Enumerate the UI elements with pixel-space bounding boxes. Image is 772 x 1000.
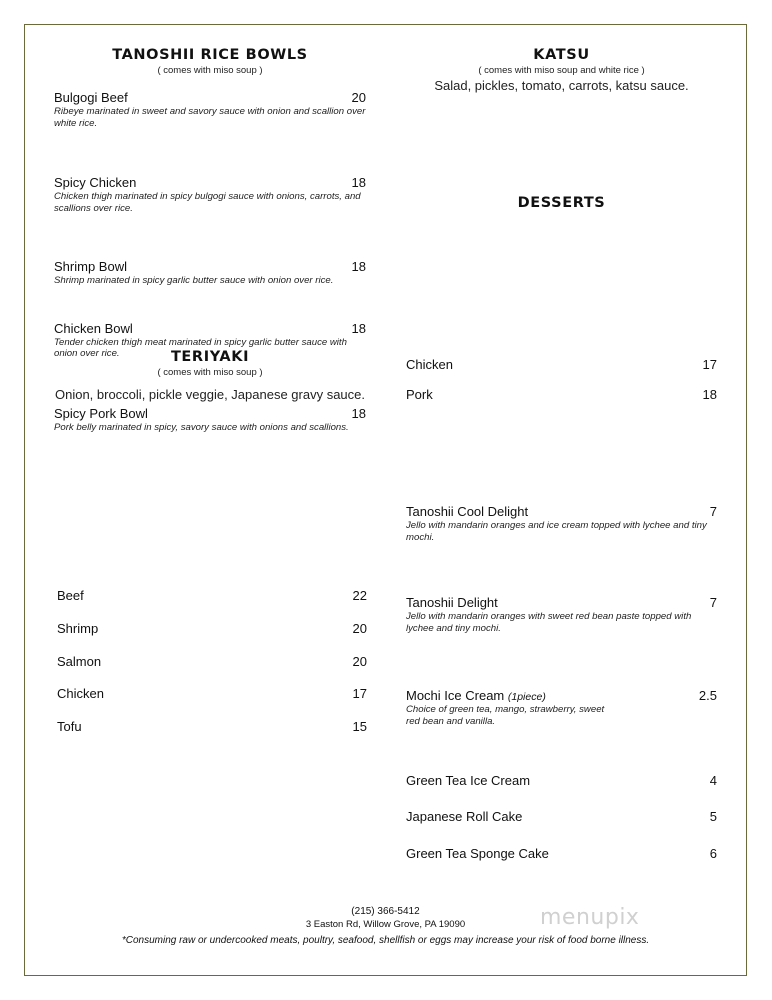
item-name-text: Mochi Ice Cream <box>406 688 505 703</box>
item-name: Chicken <box>406 357 453 372</box>
menu-item <box>406 357 717 372</box>
item-name: Chicken Bowl <box>54 320 133 336</box>
item-price: 20 <box>352 654 367 669</box>
menu-item <box>54 406 366 434</box>
item-price: 4 <box>709 773 717 788</box>
teriyaki-title: TERIYAKI <box>170 349 250 365</box>
item-price: 2.5 <box>698 688 717 703</box>
menupix-watermark: menupix <box>540 905 640 930</box>
menu-item <box>57 719 367 734</box>
menu-item <box>57 621 367 636</box>
item-description: Pork belly marinated in spicy, savory sauce with onions and scallions. <box>54 421 349 433</box>
food-warning: *Consuming raw or undercooked meats, poultry, seafood, shellfish or eggs may increase your risk of food borne illness. <box>121 935 650 946</box>
item-name: Spicy Pork Bowl <box>54 405 148 421</box>
item-description: Ribeye marinated in sweet and savory sauce with onion and scallion over white rice. <box>54 106 366 129</box>
item-name: Green Tea Ice Cream <box>406 773 531 788</box>
item-name: Spicy Chicken <box>54 175 137 190</box>
menu-item <box>406 504 717 543</box>
item-price: 17 <box>702 357 717 372</box>
teriyaki-section <box>54 349 366 402</box>
item-price: 22 <box>352 588 367 603</box>
menu-item <box>406 846 717 861</box>
katsu-section <box>406 47 717 93</box>
item-description: Jello with mandarin oranges with sweet red bean paste topped with lychee and tiny mochi. <box>406 611 692 634</box>
item-name: Tanoshii Cool Delight <box>406 504 529 519</box>
rice-bowls-note: ( comes with miso soup ) <box>157 65 263 76</box>
teriyaki-note: ( comes with miso soup ) <box>157 367 263 378</box>
item-portion: (1piece) <box>507 691 546 703</box>
menu-item <box>406 595 717 634</box>
menu-item <box>57 588 367 603</box>
item-price: 18 <box>351 320 366 336</box>
menu-item <box>54 259 366 287</box>
katsu-note: ( comes with miso soup and white rice ) <box>478 65 645 76</box>
rice-bowls-section <box>54 47 366 76</box>
item-name: Chicken <box>57 686 104 701</box>
item-description: Choice of green tea, mango, strawberry, sweet red bean and vanilla. <box>406 704 605 727</box>
menu-item <box>57 686 367 701</box>
katsu-description: Salad, pickles, tomato, carrots, katsu sauce. <box>434 78 689 93</box>
menu-item <box>406 688 717 727</box>
item-name: Shrimp Bowl <box>54 259 127 274</box>
item-price: 6 <box>709 846 717 861</box>
item-price: 7 <box>709 504 717 519</box>
item-price: 15 <box>352 719 367 734</box>
item-description: Shrimp marinated in spicy garlic butter sauce with onion over rice. <box>54 275 334 286</box>
menu-item <box>54 90 366 129</box>
item-name: Beef <box>57 588 84 603</box>
item-price: 5 <box>709 809 717 824</box>
item-price: 18 <box>351 175 366 190</box>
teriyaki-description: Onion, broccoli, pickle veggie, Japanese gravy sauce. <box>54 387 365 402</box>
footer <box>24 906 747 946</box>
item-name: Green Tea Sponge Cake <box>406 846 549 861</box>
item-description: Chicken thigh marinated in spicy bulgogi sauce with onions, carrots, and scallions over rice. <box>54 191 361 214</box>
menu-item <box>406 809 717 824</box>
menu-item <box>406 387 717 402</box>
item-name <box>406 688 546 703</box>
item-name: Japanese Roll Cake <box>406 809 523 824</box>
item-price: 18 <box>351 259 366 274</box>
katsu-title: KATSU <box>533 47 590 63</box>
item-description: Jello with mandarin oranges and ice cream topped with lychee and tiny mochi. <box>406 520 707 543</box>
phone-number: (215) 366-5412 <box>351 906 420 917</box>
menu-item <box>406 773 717 788</box>
menu-border <box>24 24 747 976</box>
item-price: 18 <box>351 405 366 421</box>
item-name: Bulgogi Beef <box>54 90 128 105</box>
item-name: Tofu <box>57 719 82 734</box>
item-price: 17 <box>352 686 367 701</box>
item-name: Tanoshii Delight <box>406 595 498 610</box>
item-price: 7 <box>709 595 717 610</box>
desserts-section <box>406 195 717 211</box>
item-description: Tender chicken thigh meat marinated in spicy garlic butter sauce with onion over rice. <box>54 336 347 359</box>
item-name: Salmon <box>57 654 102 669</box>
item-name: Pork <box>406 387 433 402</box>
address: 3 Easton Rd, Willow Grove, PA 19090 <box>305 919 466 930</box>
menu-item <box>54 175 366 214</box>
item-price: 20 <box>351 90 366 105</box>
desserts-title: DESSERTS <box>517 195 606 211</box>
item-price: 20 <box>352 621 367 636</box>
rice-bowls-title: TANOSHII RICE BOWLS <box>112 47 308 63</box>
item-name: Shrimp <box>57 621 99 636</box>
menu-item <box>57 654 367 669</box>
item-price: 18 <box>702 387 717 402</box>
